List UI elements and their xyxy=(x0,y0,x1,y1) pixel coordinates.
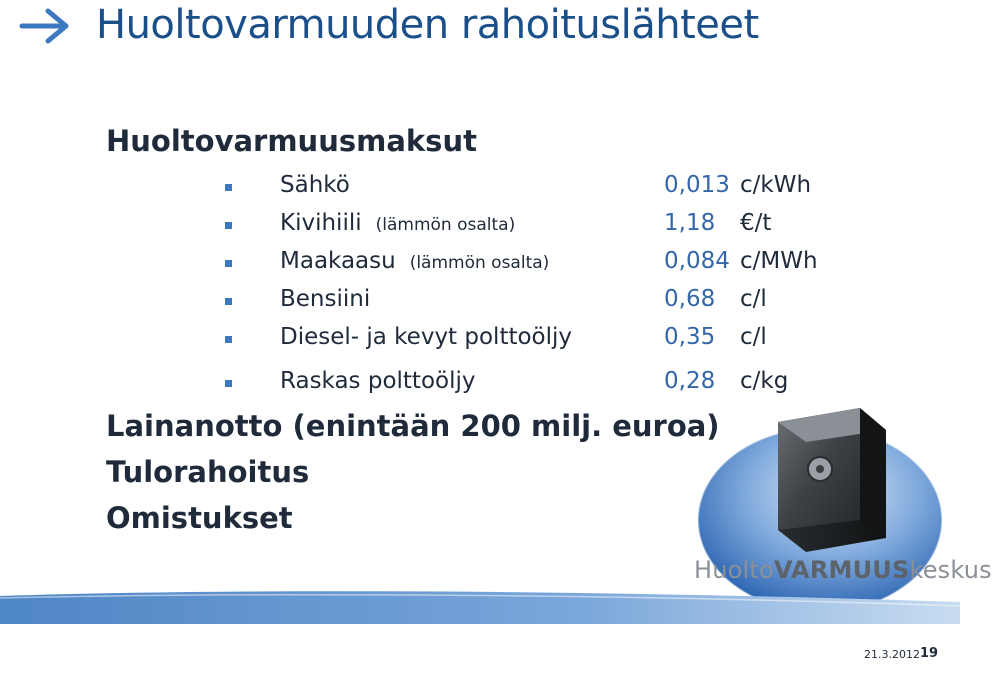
fee-unit: c/l xyxy=(740,324,767,350)
fee-name: Maakaasu (lämmön osalta) xyxy=(280,248,550,274)
bullet-icon xyxy=(225,298,232,305)
fee-row-kivihiili xyxy=(0,210,960,246)
section-heading-maksut: Huoltovarmuusmaksut xyxy=(106,124,477,158)
fee-unit: c/l xyxy=(740,286,767,312)
fee-name: Diesel- ja kevyt polttoöljy xyxy=(280,324,573,350)
fee-row-sahko xyxy=(0,172,960,208)
fee-name: Sähkö xyxy=(280,172,350,198)
bullet-icon xyxy=(225,222,232,229)
fee-unit: c/MWh xyxy=(740,248,818,274)
section-heading-lainanotto: Lainanotto (enintään 200 milj. euroa) xyxy=(106,409,720,443)
fee-value: 0,28 xyxy=(664,368,716,394)
fee-row-diesel xyxy=(0,324,960,360)
footer-date: 21.3.2012 xyxy=(864,648,920,661)
fee-value: 0,084 xyxy=(664,248,730,274)
bullet-icon xyxy=(225,184,232,191)
bullet-icon xyxy=(225,336,232,343)
section-heading-tulorahoitus: Tulorahoitus xyxy=(106,455,310,489)
fee-row-maakaasu xyxy=(0,248,960,284)
fee-value: 0,35 xyxy=(664,324,716,350)
fee-unit: €/t xyxy=(740,210,772,236)
arrow-right-icon xyxy=(20,6,72,46)
fee-name: Raskas polttoöljy xyxy=(280,368,476,394)
fee-name: Kivihiili (lämmön osalta) xyxy=(280,210,516,236)
fee-value: 0,013 xyxy=(664,172,730,198)
fee-unit: c/kg xyxy=(740,368,789,394)
bullet-icon xyxy=(225,260,232,267)
bullet-icon xyxy=(225,380,232,387)
section-heading-omistukset: Omistukset xyxy=(106,501,293,535)
fee-row-bensiini xyxy=(0,286,960,322)
decorative-band xyxy=(0,588,960,624)
brand-logo-text: HuoltoVARMUUSkeskus xyxy=(694,556,992,584)
fee-unit: c/kWh xyxy=(740,172,812,198)
fee-value: 1,18 xyxy=(664,210,716,236)
fee-value: 0,68 xyxy=(664,286,716,312)
page-number: 19 xyxy=(920,646,939,661)
page-title: Huoltovarmuuden rahoituslähteet xyxy=(96,2,759,48)
fee-name: Bensiini xyxy=(280,286,371,312)
